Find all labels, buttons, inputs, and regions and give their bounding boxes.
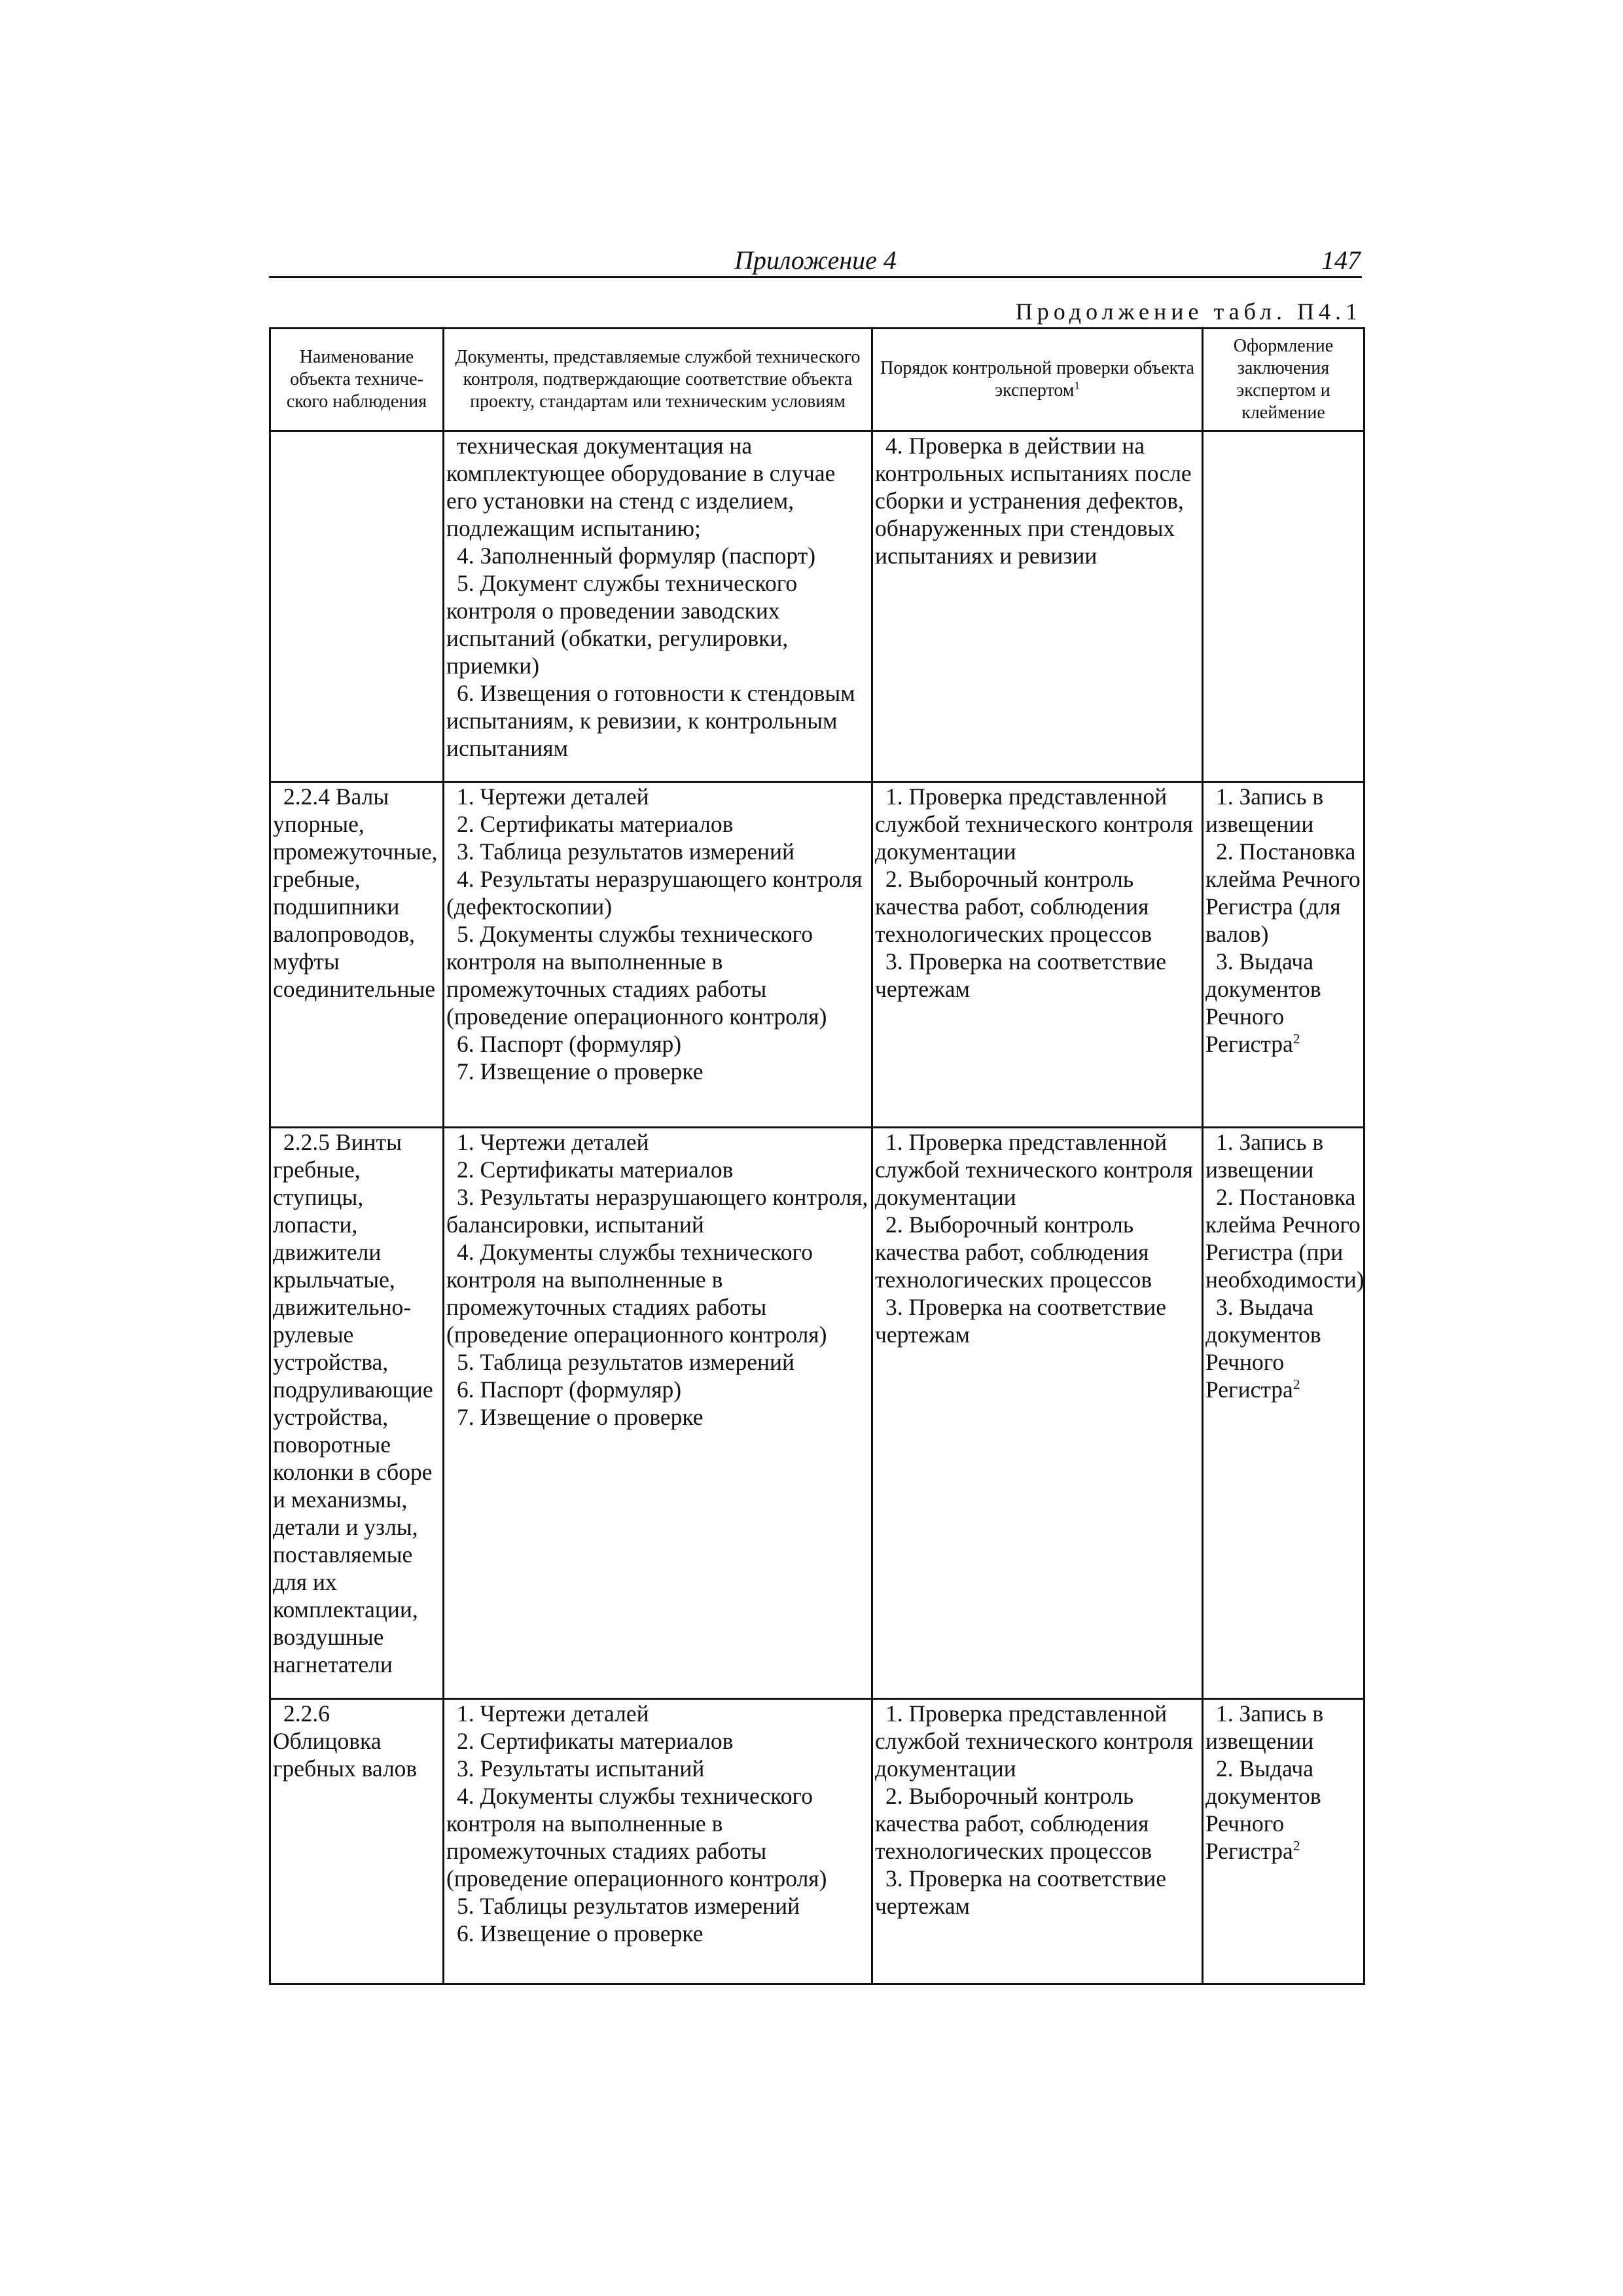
registration-item [1205, 1128, 1362, 1183]
registration-item-text: 3. Выдача документов Речного Регистра [1205, 1294, 1321, 1403]
procedure-item [875, 865, 1200, 948]
procedure-item-text: 3. Проверка на соответствие чертежам [875, 1865, 1167, 1919]
procedure-item-text: 1. Проверка представленной службой технического контроля документации [875, 1700, 1194, 1782]
object-name-cell [270, 431, 444, 782]
footnote-mark: 2 [1293, 1031, 1300, 1047]
document-item [446, 783, 870, 810]
registration-item-text: 2. Постановка клейма Речного Регистра (для валов) [1205, 838, 1361, 947]
document-item-text: 6. Извещения о готовности к стендовым испытаниям, к ревизии, к контрольным испытаниям [446, 680, 855, 761]
document-item [446, 1920, 870, 1947]
procedure-item-text: 4. Проверка в действии на контрольных испытаниях после сборки и устранения дефектов, обнаруженных при стендовых испытаниях и ревизии [875, 433, 1192, 569]
header-procedure [872, 329, 1203, 431]
document-item [446, 1755, 870, 1782]
document-item [446, 1403, 870, 1431]
procedure-item [875, 1865, 1200, 1920]
header-documents: Документы, представляемые службой технического контроля, подтверждающие соответствие объекта проекту, стандартам или техническим условиям [444, 329, 872, 431]
registration-item [1205, 1183, 1362, 1293]
procedure-item [875, 1293, 1200, 1348]
table-row [270, 1699, 1364, 1984]
document-item [446, 810, 870, 838]
procedure-cell [872, 431, 1203, 782]
registration-item-text: 2. Выдача документов Речного Регистра [1205, 1755, 1321, 1864]
document-item [446, 1183, 870, 1238]
object-name: 2.2.4 Валы упорные, промежуточные, гребные, подшипники валопроводов, муфты соединительные [273, 783, 438, 1002]
document-item [446, 1348, 870, 1376]
inspection-table [269, 327, 1365, 1985]
document-item [446, 838, 870, 865]
document-item-text: 4. Результаты неразрушающего контроля (дефектоскопии) [446, 866, 863, 920]
document-item [446, 1892, 870, 1920]
document-item-text: 5. Документы службы технического контроля на выполненные в промежуточных стадиях работы (проведение операционного контроля) [446, 921, 827, 1030]
procedure-item [875, 948, 1200, 1003]
procedure-item-text: 2. Выборочный контроль качества работ, соблюдения технологических процессов [875, 1211, 1152, 1293]
table-row [270, 782, 1364, 1128]
registration-item [1205, 1755, 1362, 1865]
document-item-text: 3. Результаты испытаний [457, 1755, 705, 1782]
table-caption: Продолжение табл. П4.1 [1015, 298, 1362, 325]
document-item [446, 1238, 870, 1348]
registration-cell [1203, 431, 1364, 782]
registration-item-text: 1. Запись в извещении [1205, 783, 1324, 837]
document-item-text: 5. Таблица результатов измерений [457, 1349, 794, 1375]
registration-item [1205, 1700, 1362, 1755]
procedure-item [875, 1782, 1200, 1865]
document-item [446, 679, 870, 762]
table-header-row [270, 329, 1364, 431]
header-object-name: Наименование объекта технического наблюдения [270, 329, 444, 431]
header-registration: Оформление заключения экспертом и клеймение [1203, 329, 1364, 431]
procedure-item-text: 1. Проверка представленной службой технического контроля документации [875, 783, 1194, 865]
document-item [446, 1156, 870, 1183]
procedure-item [875, 432, 1200, 569]
document-item-text: 6. Паспорт (формуляр) [457, 1031, 682, 1057]
document-item-text: 1. Чертежи деталей [457, 1700, 649, 1727]
registration-item [1205, 948, 1362, 1058]
registration-item-text: 1. Запись в извещении [1205, 1129, 1324, 1183]
document-item-text: 5. Таблицы результатов измерений [457, 1893, 800, 1919]
object-name: 2.2.6 Облицовка гребных валов [273, 1700, 418, 1782]
registration-item-text: 3. Выдача документов Речного Регистра [1205, 948, 1321, 1057]
object-name-cell [270, 782, 444, 1128]
document-item-text: 2. Сертификаты материалов [457, 1728, 734, 1754]
procedure-item-text: 1. Проверка представленной службой технического контроля документации [875, 1129, 1194, 1210]
document-item-text: техническая документация на комплектующее оборудование в случае его установки на стенд с изделием, подлежащим испытанию; [446, 433, 836, 541]
document-item [446, 1128, 870, 1156]
document-item [446, 1376, 870, 1403]
document-item [446, 1782, 870, 1892]
document-item-text: 2. Сертификаты материалов [457, 1157, 734, 1183]
procedure-item [875, 783, 1200, 865]
document-item-text: 7. Извещение о проверке [457, 1058, 704, 1085]
procedure-cell [872, 1128, 1203, 1699]
footnote-mark: 2 [1293, 1838, 1300, 1854]
document-item-text: 1. Чертежи деталей [457, 783, 649, 810]
procedure-cell [872, 1699, 1203, 1984]
document-item [446, 542, 870, 569]
document-item-text: 3. Таблица результатов измерений [457, 838, 794, 865]
document-item-text: 3. Результаты неразрушающего контроля, балансировки, испытаний [446, 1184, 868, 1238]
documents-cell [444, 1699, 872, 1984]
table-row [270, 1128, 1364, 1699]
page-number: 147 [1321, 245, 1361, 275]
procedure-item [875, 1128, 1200, 1211]
document-item-text: 6. Извещение о проверке [457, 1920, 704, 1946]
registration-cell [1203, 1699, 1364, 1984]
registration-item [1205, 783, 1362, 838]
procedure-item-text: 3. Проверка на соответствие чертежам [875, 1294, 1167, 1348]
running-header-title: Приложение 4 [734, 245, 897, 275]
footnote-mark: 1 [1074, 379, 1080, 392]
document-item [446, 1700, 870, 1727]
procedure-cell [872, 782, 1203, 1128]
registration-cell [1203, 1128, 1364, 1699]
table-row [270, 431, 1364, 782]
document-item [446, 1058, 870, 1085]
procedure-item [875, 1211, 1200, 1293]
document-item [446, 1030, 870, 1058]
documents-cell [444, 431, 872, 782]
document-item [446, 569, 870, 679]
document-item-text: 6. Паспорт (формуляр) [457, 1376, 682, 1403]
object-name-cell [270, 1699, 444, 1984]
registration-item-text: 1. Запись в извещении [1205, 1700, 1324, 1754]
procedure-item-text: 2. Выборочный контроль качества работ, соблюдения технологических процессов [875, 866, 1152, 947]
document-item-text: 7. Извещение о проверке [457, 1404, 704, 1430]
document-item-text: 4. Документы службы технического контроля на выполненные в промежуточных стадиях работы (проведение операционного контроля) [446, 1239, 827, 1348]
registration-item-text: 2. Постановка клейма Речного Регистра (при необходимости) [1205, 1184, 1364, 1293]
document-item [446, 432, 870, 542]
object-name: 2.2.5 Винты гребные, ступицы, лопасти, движители крыльчатые, движительно-рулевые устройства, подруливающие устройства, поворотные колонки в сборе и механизмы, детали и узлы, поставляемые для их комплектации, воздушные нагнетатели [273, 1129, 433, 1677]
procedure-item-text: 2. Выборочный контроль качества работ, соблюдения технологических процессов [875, 1783, 1152, 1864]
procedure-item-text: 3. Проверка на соответствие чертежам [875, 948, 1167, 1002]
registration-item [1205, 1293, 1362, 1403]
document-item-text: 2. Сертификаты материалов [457, 811, 734, 837]
document-item-text: 4. Заполненный формуляр (паспорт) [457, 543, 816, 569]
document-item-text: 4. Документы службы технического контроля на выполненные в промежуточных стадиях работы (проведение операционного контроля) [446, 1783, 827, 1892]
running-header [269, 243, 1362, 278]
document-item [446, 865, 870, 920]
document-item [446, 1727, 870, 1755]
table-body [270, 431, 1364, 1984]
registration-cell [1203, 782, 1364, 1128]
documents-cell [444, 782, 872, 1128]
registration-item [1205, 838, 1362, 948]
footnote-mark: 2 [1293, 1376, 1300, 1393]
header-procedure-text: Порядок контрольной проверки объекта экспертом [880, 358, 1194, 401]
procedure-item [875, 1700, 1200, 1782]
document-item [446, 920, 870, 1030]
document-item-text: 5. Документ службы технического контроля о проведении заводских испытаний (обкатки, регулировки, приемки) [446, 570, 798, 679]
object-name-cell [270, 1128, 444, 1699]
document-item-text: 1. Чертежи деталей [457, 1129, 649, 1155]
documents-cell [444, 1128, 872, 1699]
